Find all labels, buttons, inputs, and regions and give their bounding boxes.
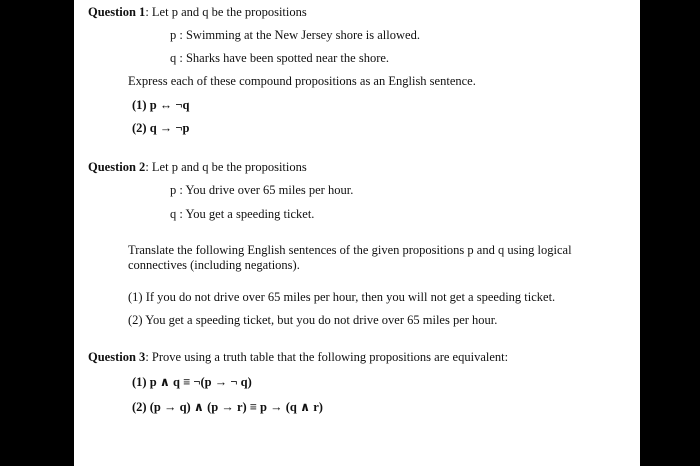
question-1-header: [88, 5, 307, 20]
question-3-header: [88, 350, 508, 365]
question-2-item-2: (2) You get a speeding ticket, but you do not drive over 65 miles per hour.: [128, 313, 498, 327]
question-2-intro: : Let p and q be the propositions: [145, 160, 307, 174]
question-3-item-2: (2) (p → q) ∧ (p → r) ≡ p → (q ∧ r): [132, 400, 323, 414]
question-2-proposition-p: p : You drive over 65 miles per hour.: [170, 183, 354, 197]
question-2-proposition-q: q : You get a speeding ticket.: [170, 207, 315, 221]
question-3-item-1: (1) p ∧ q ≡ ¬(p → ¬ q): [132, 375, 252, 389]
document-page: [74, 0, 640, 466]
question-2-instruction: Translate the following English sentences of the given propositions p and q using logical connectives (including negations).: [128, 243, 572, 272]
question-2-item-1: (1) If you do not drive over 65 miles per hour, then you will not get a speeding ticket.: [128, 290, 556, 304]
question-3-intro: : Prove using a truth table that the following propositions are equivalent:: [145, 350, 509, 364]
question-1-proposition-q: q : Sharks have been spotted near the shore.: [170, 51, 390, 65]
question-1-intro: : Let p and q be the propositions: [145, 5, 307, 19]
question-1-item-2: (2) q → ¬p: [132, 121, 190, 135]
question-2-header: [88, 160, 307, 175]
question-1-proposition-p: p : Swimming at the New Jersey shore is allowed.: [170, 28, 420, 42]
question-1-heading: Question 1: [88, 5, 146, 19]
question-1-instruction: Express each of these compound propositions as an English sentence.: [128, 74, 476, 88]
question-3-heading: Question 3: [88, 350, 146, 364]
question-1-item-1: (1) p ↔ ¬q: [132, 98, 190, 112]
question-2-heading: Question 2: [88, 160, 146, 174]
